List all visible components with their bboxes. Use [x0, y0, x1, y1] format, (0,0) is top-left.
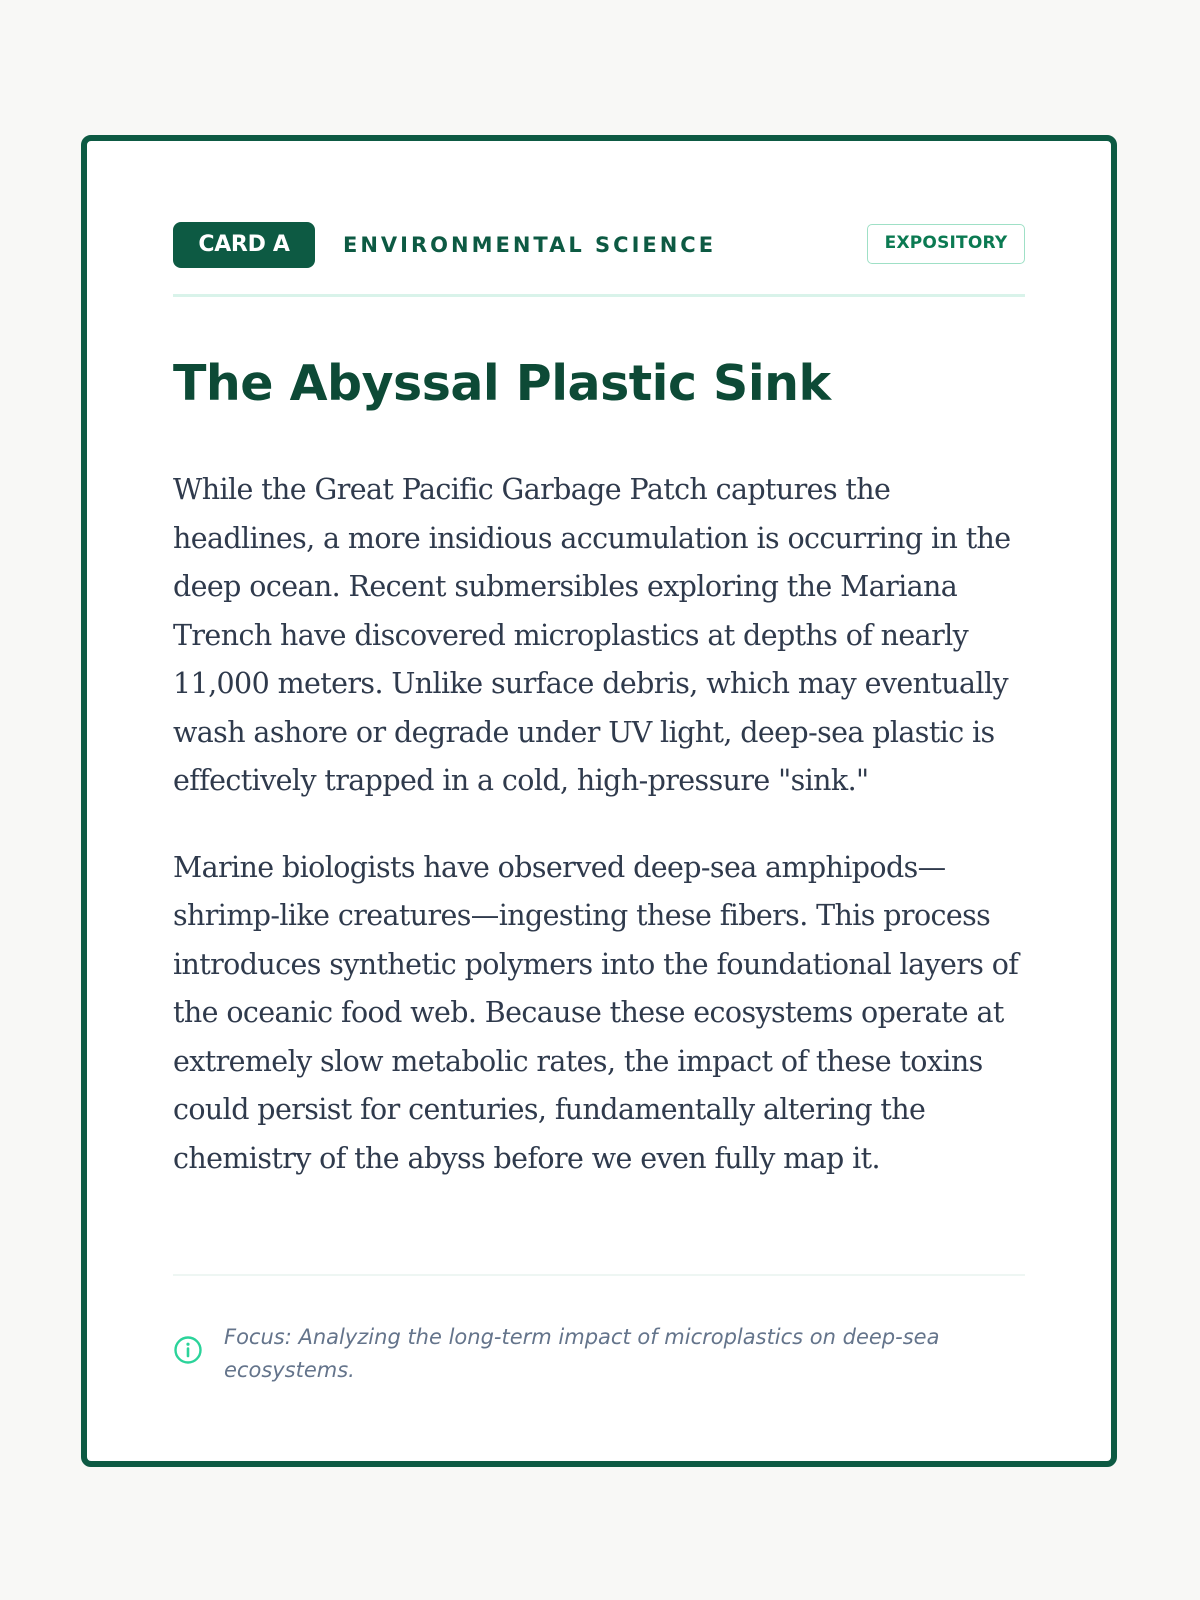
footer-divider [173, 1274, 1025, 1276]
category-label: ENVIRONMENTAL SCIENCE [343, 233, 717, 257]
reading-card [81, 135, 1117, 1467]
article-title: The Abyssal Plastic Sink [173, 355, 831, 412]
article-body [173, 466, 1025, 1221]
card-header [173, 222, 1025, 270]
paragraph-2: Marine biologists have observed deep-sea amphipods—shrimp-like creatures—ingesting these fibers. This process introduces synthetic polymers into the foundational layers of the oceanic food web. Because these ecosystems operate at extremely slow metabolic rates, the impact of these toxins could persist for centuries, fundamentally altering the chemistry of the abyss before we even fully map it. [173, 850, 1019, 1175]
info-icon [173, 1335, 203, 1365]
genre-badge: EXPOSITORY [867, 224, 1025, 264]
card-label-badge: CARD A [173, 222, 315, 268]
header-divider [173, 294, 1025, 297]
paragraph-1: While the Great Pacific Garbage Patch captures the headlines, a more insidious accumulation is occurring in the deep ocean. Recent submersibles exploring the Mariana Trench have discovered microplastics at depths of nearly 11,000 meters. Unlike surface debris, which may eventually wash ashore or degrade under UV light, deep-sea plastic is effectively trapped in a cold, high-pressure "sink." [173, 473, 1011, 797]
card-content [173, 141, 1025, 1461]
focus-note: Focus: Analyzing the long-term impact of microplastics on deep-sea ecosystems. [224, 1325, 940, 1382]
